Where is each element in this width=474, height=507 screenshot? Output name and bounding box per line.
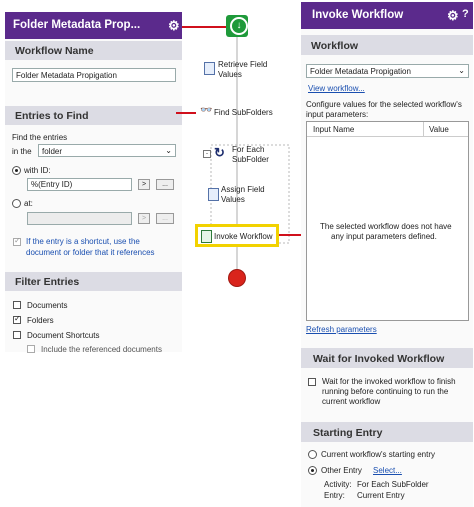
column-value[interactable]: Value [429,125,449,134]
assign-label-2: Values [221,195,245,204]
workflow-select[interactable] [306,64,469,78]
at-token-arrow-button[interactable]: > [138,213,150,224]
in-the-label: in the [12,147,32,156]
left-properties-panel [5,12,182,352]
shortcut-line-2: document or folder that it references [26,248,155,257]
wait-text-2: running before continuing to run the [322,387,449,396]
gear-icon[interactable]: ⚙ [447,8,459,23]
entries-to-find-label: Entries to Find [15,110,89,122]
binoculars-icon: 👓 [200,105,213,116]
loop-icon: ↻ [214,145,225,160]
refresh-parameters-link[interactable]: Refresh parameters [306,325,377,334]
column-input-name[interactable]: Input Name [313,125,355,134]
step-retrieve-field-values[interactable] [203,58,283,82]
column-divider [423,122,424,136]
gear-icon[interactable]: ⚙ [168,18,180,33]
wait-section-header [301,348,473,368]
entry-id-token-arrow-button[interactable]: > [138,179,150,190]
include-referenced-label: Include the referenced documents [41,345,162,354]
activity-label: Activity: [324,480,352,489]
documents-label: Documents [27,301,68,310]
assign-label-1: Assign Field [221,185,265,194]
document-shortcuts-label: Document Shortcuts [27,331,100,340]
wait-for-workflow-checkbox[interactable] [308,378,316,386]
wait-section-label: Wait for Invoked Workflow [313,353,445,365]
arrow-down-icon: ↓ [230,17,248,35]
chevron-down-icon: ⌄ [458,66,465,75]
invoke-workflow-label: Invoke Workflow [214,232,273,241]
at-label: at: [24,199,33,208]
right-panel-title: Invoke Workflow [312,9,404,21]
with-id-radio[interactable] [12,166,21,175]
entries-to-find-header [5,106,182,125]
other-entry-label: Other Entry [321,466,362,475]
retrieve-fields-icon [204,62,215,75]
with-id-label: with ID: [24,166,51,175]
activity-value: For Each SubFolder [357,480,429,489]
entry-label: Entry: [324,491,345,500]
parameters-table [306,121,469,321]
configure-values-text-1: Configure values for the selected workflow's [306,100,462,109]
workflow-select-value: Folder Metadata Propigation [310,67,411,76]
for-each-label-1: For Each [232,145,265,154]
for-each-label-2: SubFolder [232,155,269,164]
step-for-each-subfolder[interactable] [203,144,283,168]
chevron-down-icon: ⌄ [165,146,172,155]
configure-values-text-2: input parameters: [306,110,369,119]
current-entry-label: Current workflow's starting entry [321,450,436,459]
in-the-select[interactable] [38,144,176,157]
find-subfolders-label: Find SubFolders [214,108,273,117]
current-entry-radio[interactable] [308,450,317,459]
include-referenced-checkbox[interactable] [27,345,35,353]
connector-invoke-to-panel [279,234,301,236]
collapse-icon[interactable]: - [203,150,211,158]
step-invoke-workflow[interactable] [195,224,279,247]
left-panel-title: Folder Metadata Prop... [13,19,141,31]
workflow-name-input[interactable]: Folder Metadata Propigation [12,68,176,82]
folders-label: Folders [27,316,54,325]
at-radio[interactable] [12,199,21,208]
other-entry-radio[interactable] [308,466,317,475]
find-entries-label: Find the entries [12,133,68,142]
shortcut-line-1: If the entry is a shortcut, use the [26,237,140,246]
workflow-section-header [301,35,473,55]
step-assign-field-values[interactable] [205,183,285,207]
help-icon[interactable]: ? [462,8,469,20]
workflow-name-header [5,41,182,60]
left-panel-title-bar [5,12,182,39]
entry-id-input[interactable]: %(Entry ID) [27,178,132,191]
retrieve-label-1: Retrieve Field [218,60,268,69]
select-entry-link[interactable]: Select... [373,466,402,475]
entry-value: Current Entry [357,491,405,500]
view-workflow-link[interactable]: View workflow... [308,84,365,93]
no-parameters-line-2: any input parameters defined. [331,232,437,241]
in-the-select-value: folder [42,147,63,156]
document-shortcuts-checkbox[interactable] [13,331,21,339]
folders-checkbox[interactable]: ✓ [14,314,21,323]
wait-text-3: current workflow [322,397,381,406]
assign-fields-icon [208,188,219,201]
documents-checkbox[interactable] [13,301,21,309]
use-shortcut-target-checkbox[interactable]: ✓ [14,236,21,245]
entry-id-browse-button[interactable]: ... [156,179,174,190]
workflow-name-header-label: Workflow Name [15,45,94,57]
invoke-workflow-icon [201,230,212,243]
workflow-section-label: Workflow [311,40,359,52]
starting-entry-label: Starting Entry [313,427,383,439]
step-find-subfolders[interactable] [197,105,287,119]
starting-entry-header [301,422,473,442]
parameters-table-header [307,122,468,137]
filter-entries-label: Filter Entries [15,276,80,288]
end-node[interactable] [229,270,245,286]
wait-text-1: Wait for the invoked workflow to finish [322,377,456,386]
retrieve-label-2: Values [218,70,242,79]
start-node[interactable] [226,15,248,37]
at-browse-button[interactable]: ... [156,213,174,224]
at-path-input[interactable] [27,212,132,225]
right-panel-title-bar [301,2,473,29]
right-properties-panel [301,2,473,507]
filter-entries-header [5,272,182,291]
no-parameters-line-1: The selected workflow does not have [320,222,452,231]
